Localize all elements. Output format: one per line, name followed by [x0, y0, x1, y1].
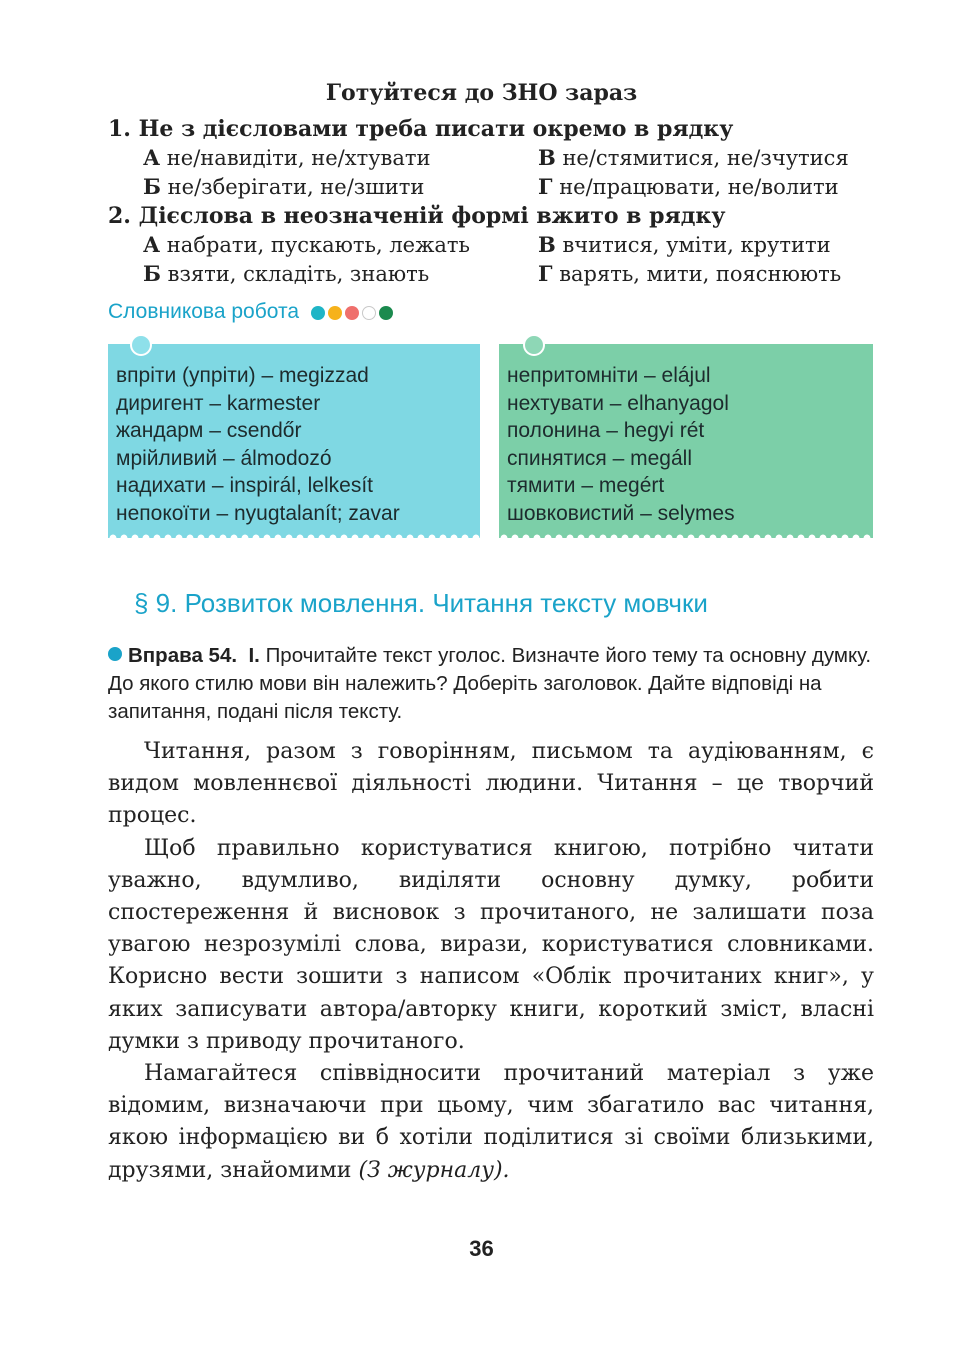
q1-option-b: Б не/зберігати, не/зшити — [143, 174, 425, 199]
exercise-label: Вправа 54. — [128, 644, 238, 667]
bullet-icon — [108, 647, 122, 661]
source-citation: (З журналу). — [358, 1157, 510, 1183]
q1-option-g: Г не/працювати, не/волити — [538, 174, 839, 199]
paragraph-text: Намагайтеся співвідносити прочитаний матеріал з уже відомим, визначаючи при цьому, чим збагатило вас читання, якою інформацією ви б хотіли поділитися зі своїми близькими, друзями, знайомими — [108, 1061, 874, 1183]
zno-heading: Готуйтеся до ЗНО зараз — [325, 80, 638, 106]
q1-option-a: А не/навидіти, не/хтувати — [143, 145, 431, 170]
vocab-entry: диригент – karmester — [116, 391, 321, 415]
paragraph — [108, 1058, 874, 1187]
vocab-entry: шовковистий – selymes — [507, 501, 735, 525]
question-2: 2. Дієслова в неозначеній формі вжито в рядку — [108, 203, 726, 229]
vocab-entry: непритомніти – elájul — [507, 364, 711, 387]
dot-icon — [345, 306, 359, 320]
vocab-card-right — [499, 344, 873, 538]
vocab-entry: тямити – megért — [507, 474, 665, 498]
vocab-heading-label: Словникова робота — [108, 300, 300, 323]
vocab-entry: непокоїти – nyugtalanít; zavar — [116, 501, 400, 525]
page-number: 36 — [469, 1236, 494, 1261]
q2-option-v: В вчитися, уміти, крутити — [538, 232, 831, 257]
vocab-entry: жандарм – csendőr — [116, 419, 302, 443]
dot-icon — [379, 306, 393, 320]
dot-icon — [362, 306, 376, 320]
dot-icon — [328, 306, 342, 320]
section-title: § 9. Розвиток мовлення. Читання тексту мовчки — [134, 588, 708, 618]
perforated-edge — [499, 528, 873, 538]
question-1: 1. Не з дієсловами треба писати окремо в рядку — [108, 116, 734, 142]
exercise-instruction — [108, 642, 874, 726]
vocab-entry: нехтувати – elhanyagol — [507, 391, 729, 415]
reading-text — [108, 736, 874, 1187]
q1-option-v: В не/стямитися, не/зчутися — [538, 145, 849, 170]
paragraph: Читання, разом з говорінням, письмом та аудіюванням, є видом мовленнєвої діяльності людини. Читання – це творчий процес. — [108, 739, 874, 829]
pin-icon — [523, 334, 545, 356]
vocab-entry: мрійливий – álmodozó — [116, 446, 332, 470]
difficulty-dots — [311, 300, 396, 324]
exercise-text: Прочитайте текст уголос. Визначте його тему та основну думку. До якого стилю мови він належить? Доберіть заголовок. Дайте відповіді на запитання, подані після тексту. — [108, 644, 872, 723]
pin-icon — [130, 334, 152, 356]
vocab-heading — [108, 300, 396, 324]
perforated-edge — [108, 528, 480, 538]
paragraph: Щоб правильно користуватися книгою, потрібно читати уважно, вдумливо, виділяти основну думку, робити спостереження й висновок з прочитаного, не залишати поза увагою незрозумілі слова, вирази, користуватися словниками. Корисно вести зошити з написом «Облік прочитаних книг», у яких записувати автора/авторку книги, короткий зміст, власні думки з приводу прочитаного. — [108, 835, 874, 1054]
vocab-entry: спинятися – megáll — [507, 446, 693, 470]
dot-icon — [311, 306, 325, 320]
q2-option-g: Г варять, мити, пояснюють — [538, 261, 842, 286]
vocab-card-left — [108, 344, 480, 538]
vocab-entry: полонина – hegyi rét — [507, 419, 705, 443]
exercise-part: І. — [248, 644, 260, 667]
q2-option-a: А набрати, пускають, лежать — [143, 232, 470, 257]
vocab-entry: впріти (упріти) – megizzad — [116, 364, 369, 387]
q2-option-b: Б взяти, складіть, знають — [143, 261, 430, 286]
vocab-entry: надихати – inspirál, lelkesít — [116, 474, 373, 498]
